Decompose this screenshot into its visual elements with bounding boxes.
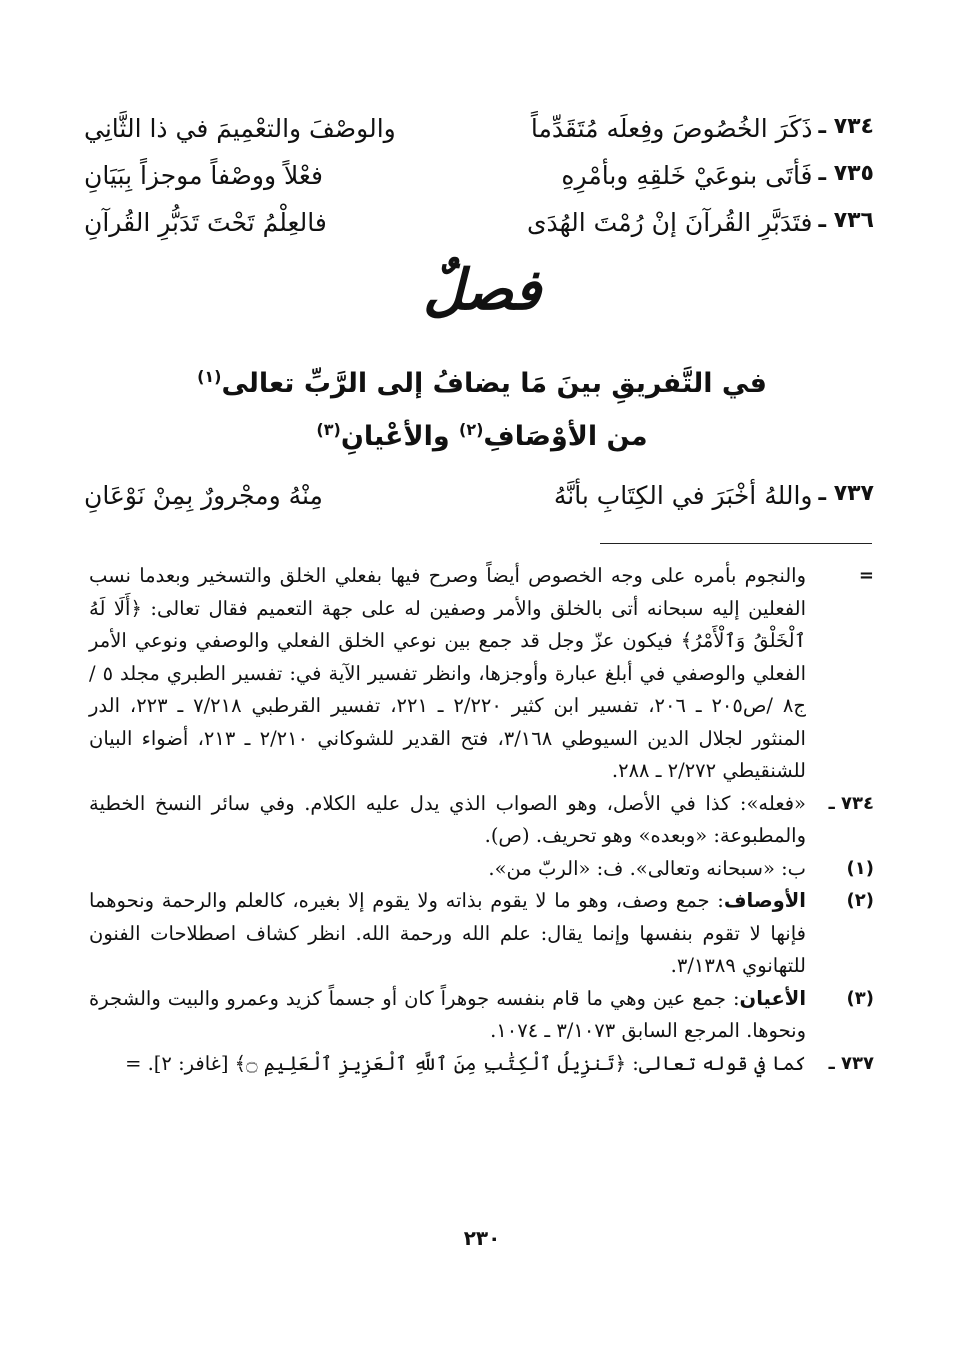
verse-first-hemistich: ذَكَرَ الخُصُوصَ وفِعلَه مُتَقَدِّماً <box>530 113 813 143</box>
footnote-term: الأعيان <box>739 986 806 1010</box>
verse-number: ٧٣٦ ـ <box>818 207 874 233</box>
footnote-737 <box>89 1048 874 1081</box>
section-title-fasl: فصلٌ <box>423 257 541 323</box>
footnote-text: : جمع عين وهي ما قام بنفسه جوهراً كان أو جسماً كزيد وعمرو والبيت والشجرة ونحوها. المرجع السابق ٣/١٠٧٣ ـ ١٠٧٤. <box>89 986 806 1042</box>
footnote-734 <box>89 788 874 853</box>
footnote-label: (١) <box>846 857 874 879</box>
footnote-ref: (٣) <box>316 420 341 439</box>
verse-first-hemistich: واللهُ أخْبَرَ في الكِتَابِ بأنَّهُ <box>553 480 813 510</box>
verse-737 <box>84 473 874 517</box>
verse-first-hemistich: فتَدَبَّرِ القُرآنَ إنْ رُمْتَ الهُدَى <box>526 207 813 237</box>
verse-first-hemistich: فَأتَى بنوعَيْ خَلقِهِ وبأمْرِهِ <box>561 160 813 190</box>
footnote-text: والنجوم بأمره على وجه الخصوص أيضاً وصرح فيها بفعلي الخلق والتسخير وبعدما نسب الفعلين إليه سبحانه أتى بالخلق والأمر وصفين له على جهة التعميم فقال تعالى: ﴿أَلَا لَهُ ٱلْخَلْقُ وَٱلْأَمْرُ﴾ فيكون عزّ وجل قد جمع بين نوعي الخلق الفعلي والوصفي ونوعي الأمر الفعلي والوصفي في أبلغ عبارة وأوجزها، وانظر تفسير الآية في: تفسير الطبري مجلد ٥ /ج٨ /ص٢٠٥ ـ ٢٠٦، تفسير ابن كثير ٢/٢٢٠ ـ ٢٢١، تفسير القرطبي ٧/٢١٨ ـ ٢٢٣، الدر المنثور لجلال الدين السيوطي ٣/١٦٨، فتح القدير للشوكاني ٢/٢١٠ ـ ٢١٣، أضواء البيان للشنقيطي ٢/٢٧٢ ـ ٢٨٨. <box>89 564 806 782</box>
page-number: ٢٣٠ <box>463 1226 501 1250</box>
footnote-text: ب: «سبحانه وتعالى». ف: «الربّ من». <box>488 856 806 880</box>
verse-second-hemistich: فالعِلْمُ تَحْتَ تَدَبُّرِ القُرآنِ <box>84 207 327 237</box>
footnote-1 <box>89 853 874 886</box>
heading-line-1: في التَّفريقِ بينَ مَا يضافُ إلى الرَّبِّ تعالى <box>221 368 767 399</box>
footnote-text: : جمع وصف، وهو ما لا يقوم بذاته ولا يقوم إلا بغيره، كالعلم والرحمة ونحوهما فإنها لا تقوم بنفسها وإنما يقال: علم الله ورحمة الله. انظر كشاف اصطلاحات الفنون للتهانوي ٣/١٣٨٩. <box>89 889 806 977</box>
verse-number: ٧٣٤ ـ <box>818 113 874 139</box>
verse-second-hemistich: والوصْفَ والتعْمِيمَ في ذا الثَّانِي <box>84 113 396 143</box>
footnote-3 <box>89 983 874 1048</box>
footnote-text: كما في قوله تعالى: ﴿تَنزِيلُ ٱلْكِتَٰبِ مِنَ ٱللَّهِ ٱلْعَزِيزِ ٱلْعَلِيمِ ۝﴾ [غافر: ٢]. = <box>125 1051 806 1075</box>
section-heading <box>0 354 964 460</box>
footnote-term: الأوصاف <box>723 889 806 912</box>
footnotes <box>89 560 874 1080</box>
footnote-label: = <box>858 565 874 586</box>
footnote-ref: (٢) <box>459 420 484 439</box>
footnote-label: ٧٣٤ ـ <box>828 792 874 814</box>
footnote-label: (٣) <box>846 987 874 1009</box>
verse-735 <box>84 153 874 197</box>
verse-734 <box>84 106 874 150</box>
footnote-divider <box>600 543 872 544</box>
heading-line-2a: من الأوْصَافِ <box>483 421 648 452</box>
footnote-label: ٧٣٧ ـ <box>828 1052 874 1074</box>
footnote-2 <box>89 885 874 983</box>
footnote-continuation <box>89 560 874 788</box>
verse-736 <box>84 200 874 244</box>
verse-second-hemistich: مِنْهُ ومجْرورٌ بِمِنْ نَوْعَانِ <box>84 480 323 510</box>
verse-second-hemistich: فعْلاً ووصْفاً موجزاً بِبَيَانِ <box>84 160 323 190</box>
footnote-ref: (١) <box>197 367 222 386</box>
verse-number: ٧٣٥ ـ <box>818 160 874 186</box>
footnote-label: (٢) <box>846 890 874 911</box>
verse-number: ٧٣٧ ـ <box>818 480 874 506</box>
footnote-text: «فعله»: كذا في الأصل، وهو الصواب الذي يدل عليه الكلام. وفي سائر النسخ الخطية والمطبوعة: «وبعده» وهو تحريف. (ص). <box>89 791 806 847</box>
heading-line-2b: والأعْيانِ <box>340 421 450 452</box>
